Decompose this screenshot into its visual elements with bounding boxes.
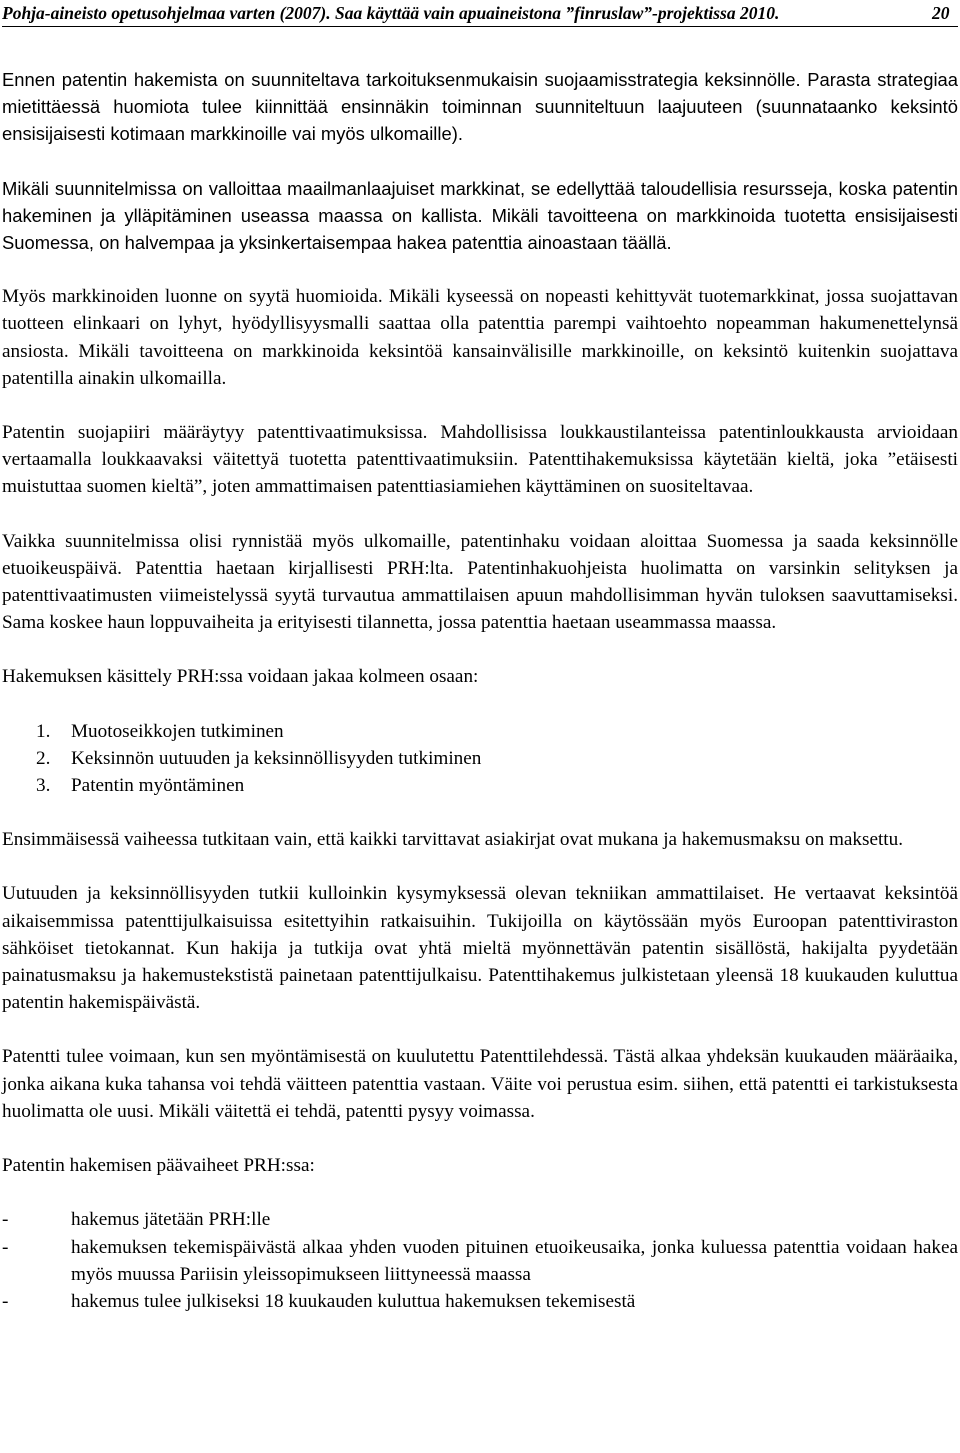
paragraph-strategy: Ennen patentin hakemista on suunniteltava tarkoituksenmukaisin suojaamisstrategia keksinnölle. Parasta strategiaa mietittäessä huomiota tulee kiinnittää ensinnäkin toiminnan suunniteltuun laajuuteen (suunnataanko keksintö ensisijaisesti kotimaan markkinoille vai myös ulkomaille).	[2, 69, 958, 145]
page-header	[2, 0, 958, 27]
main-phases-list	[2, 1206, 958, 1315]
list-item	[2, 718, 958, 745]
paragraph-processing-intro: Hakemuksen käsittely PRH:ssa voidaan jakaa kolmeen osaan:	[2, 666, 479, 688]
list-item	[2, 1206, 958, 1233]
list-item-text: hakemus jätetään PRH:lle	[71, 1209, 271, 1231]
list-item-text: Muotoseikkojen tutkiminen	[71, 720, 284, 742]
list-item	[2, 772, 958, 799]
list-marker: 3.	[36, 775, 51, 797]
list-marker: -	[2, 1290, 9, 1312]
list-item-text: Patentin myöntäminen	[71, 775, 245, 797]
list-item	[2, 1288, 958, 1315]
header-title: Pohja-aineisto opetusohjelmaa varten (2007). Saa käyttää vain apuaineistona ”finruslaw”-projektissa 2010.	[2, 3, 780, 23]
paragraph-filing-finland: Vaikka suunnitelmissa olisi rynnistää myös ulkomaille, patentinhaku voidaan aloittaa Suomessa ja saada keksinnölle etuoikeuspäivä. Patenttia haetaan kirjallisesti PRH:lta. Patentinhakuohjeista huolimatta on varsinkin selityksen ja patenttivaatimusten viimeistelyssä syytä turvautua ammattilaisen apuun mahdollisimman hyvän tuloksen saavuttamiseksi. Sama koskee haun loppuvaiheita ja erityisesti tilannetta, jossa patenttia haetaan useammassa maassa.	[2, 530, 958, 634]
list-marker: -	[2, 1209, 9, 1231]
paragraph-scope: Patentin suojapiiri määräytyy patenttivaatimuksissa. Mahdollisissa loukkaustilanteissa patentinloukkausta arvioidaan vertaamalla loukkaavaksi väitettyä tuotetta patenttivaatimuksiin. Patenttihakemuksissa käytetään kieltä, joka ”etäisesti muistuttaa suomen kieltä”, joten ammattimaisen patenttiasiamiehen käyttäminen on suositeltavaa.	[2, 422, 958, 498]
list-item	[2, 745, 958, 772]
paragraph-market-nature: Myös markkinoiden luonne on syytä huomioida. Mikäli kyseessä on nopeasti kehittyvät tuotemarkkinat, jossa suojattavan tuotteen elinkaari on lyhyt, hyödyllisyysmalli saattaa olla patenttia parempi vaihtoehto nopeamman hakumenettelynsä ansiosta. Mikäli tavoitteena on markkinoida keksintöä kansainvälisille markkinoille, on keksintö kuitenkin suojattava patentilla ainakin ulkomailla.	[2, 286, 958, 389]
page-number: 20	[932, 3, 950, 23]
list-item-text: hakemus tulee julkiseksi 18 kuukauden kuluttua hakemuksen tekemisestä	[71, 1290, 636, 1312]
paragraph-first-phase: Ensimmäisessä vaiheessa tutkitaan vain, että kaikki tarvittavat asiakirjat ovat mukana ja hakemusmaksu on maksettu.	[2, 829, 904, 851]
paragraph-global-markets: Mikäli suunnitelmissa on valloittaa maailmanlaajuiset markkinat, se edellyttää taloudellisia resursseja, koska patentin hakeminen ja ylläpitäminen useassa maassa on kallista. Mikäli tavoitteena on markkinoida tuotetta ensisijaisesti Suomessa, on halvempaa ja yksinkertaisempaa hakea patenttia ainoastaan täällä.	[2, 177, 958, 254]
list-marker: -	[2, 1236, 9, 1258]
paragraph-grant: Patentti tulee voimaan, kun sen myöntämisestä on kuulutettu Patenttilehdessä. Tästä alkaa yhdeksän kuukauden määräaika, jonka aikana kuka tahansa voi tehdä väitteen patenttia vastaan. Väite voi perustua esim. siihen, että patentti ei tarkistuksesta huolimatta ole uusi. Mikäli väitettä ei tehdä, patentti pysyy voimassa.	[2, 1046, 958, 1122]
list-marker: 1.	[36, 720, 51, 742]
document-page	[2, 0, 958, 1312]
list-item-text: Keksinnön uutuuden ja keksinnöllisyyden tutkiminen	[71, 747, 482, 769]
list-item-text: hakemuksen tekemispäivästä alkaa yhden vuoden pituinen etuoikeusaika, jonka kuluessa patenttia voidaan hakea myös muussa Pariisin yleissopimukseen liittyneessä maassa	[71, 1236, 958, 1285]
processing-steps-list	[2, 718, 958, 800]
paragraph-main-phases-intro: Patentin hakemisen päävaiheet PRH:ssa:	[2, 1155, 315, 1177]
paragraph-novelty: Uutuuden ja keksinnöllisyyden tutkii kulloinkin kysymyksessä olevan tekniikan ammattilaiset. He vertaavat keksintöä aikaisemmissa patenttijulkaisuissa esitettyihin ratkaisuihin. Tukijoilla on käytössään myös Euroopan patenttiviraston sähköiset tietokannat. Kun hakija ja tutkija ovat yhtä mieltä myönnettävän patentin sisällöstä, hakijalta pyydetään painatusmaksu ja hakemustekstistä painetaan patenttijulkaisu. Patenttihakemus julkistetaan yleensä 18 kuukauden kuluttua patentin hakemispäivästä.	[2, 883, 958, 1014]
list-marker: 2.	[36, 747, 51, 769]
list-item	[2, 1234, 958, 1288]
document-body	[2, 66, 958, 1315]
